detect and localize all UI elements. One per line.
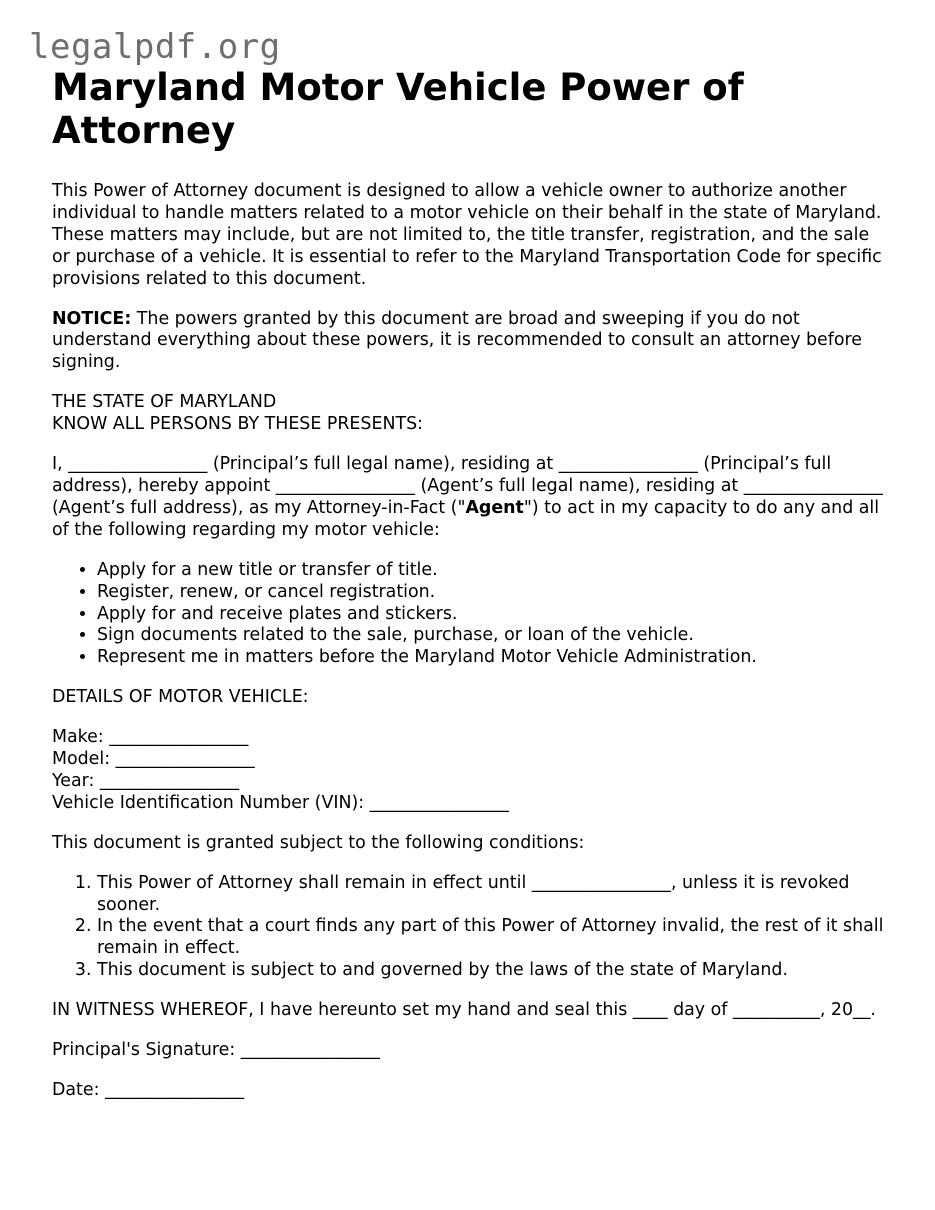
list-item: 3. This document is subject to and governed by the laws of the state of Maryland. — [97, 960, 892, 982]
appointment-paragraph — [52, 454, 892, 542]
vehicle-details — [52, 727, 892, 815]
vehicle-heading: DETAILS OF MOTOR VEHICLE: — [52, 687, 309, 708]
conditions-intro: This document is granted subject to the following conditions: — [52, 832, 585, 853]
document-body — [52, 66, 892, 1102]
signature-line: Principal's Signature: ________________ — [52, 1040, 380, 1061]
powers-list — [52, 560, 892, 670]
list-item: • Apply for a new title or transfer of title. — [97, 560, 892, 582]
list-item: • Apply for and receive plates and stickers. — [97, 604, 892, 626]
make-field: Make: ________________ — [52, 727, 249, 748]
list-item: • Represent me in matters before the Maryland Motor Vehicle Administration. — [97, 647, 892, 669]
watermark: legalpdf.org — [29, 27, 281, 67]
list-item: • Register, renew, or cancel registration. — [97, 582, 892, 604]
document-title: Maryland Motor Vehicle Power of Attorney — [52, 66, 744, 152]
notice-paragraph — [52, 309, 892, 375]
list-item: • Sign documents related to the sale, purchase, or loan of the vehicle. — [97, 625, 892, 647]
intro-paragraph: This Power of Attorney document is designed to allow a vehicle owner to authorize another individual to handle matters related to a motor vehicle on their behalf in the state of Maryland. These matters may include, but are not limited to, the title transfer, registration, and the sale or purchase of a vehicle. It is essential to refer to the Maryland Transportation Code for specific provisions related to this document. — [52, 181, 882, 289]
model-field: Model: ________________ — [52, 749, 255, 770]
conditions-list — [52, 873, 892, 983]
know-line: KNOW ALL PERSONS BY THESE PRESENTS: — [52, 414, 423, 435]
state-line: THE STATE OF MARYLAND — [52, 392, 277, 413]
list-item: 2. In the event that a court finds any part of this Power of Attorney invalid, the rest of it shall remain in effect. — [97, 916, 892, 960]
vin-field: Vehicle Identification Number (VIN): ________________ — [52, 792, 509, 813]
agent-term: Agent — [465, 497, 524, 518]
notice-text: The powers granted by this document are broad and sweeping if you do not understand everything about these powers, it is recommended to consult an attorney before signing. — [52, 308, 862, 373]
state-heading — [52, 392, 892, 436]
year-field: Year: ________________ — [52, 770, 240, 791]
appointment-text-2: ") to act in my capacity to do any and all of the following regarding my motor vehicle: — [52, 497, 880, 540]
date-line: Date: ________________ — [52, 1080, 245, 1100]
witness-paragraph: IN WITNESS WHEREOF, I have hereunto set my hand and seal this ____ day of __________, 20__. — [52, 1000, 876, 1021]
notice-label: NOTICE: — [52, 308, 132, 329]
list-item: 1. This Power of Attorney shall remain in effect until ________________, unless it is revoked sooner. — [97, 873, 892, 917]
appointment-text-1: I, ________________ (Principal’s full legal name), residing at ________________ (Principal’s full address), hereby appoint ________________ (Agent’s full legal name), residing at ________________ (Agent’s full address), as my Attorney-in-Fact (" — [52, 454, 883, 518]
